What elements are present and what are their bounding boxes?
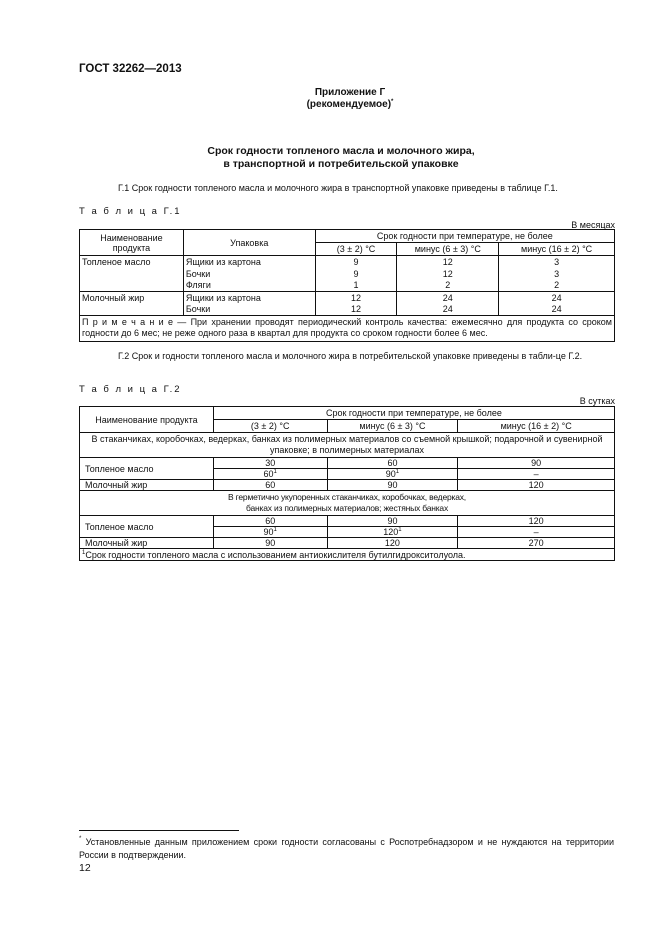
table-g1 xyxy=(79,229,615,342)
page-footnote: * Установленные данным приложением сроки годности согласованы с Роспотребнадзором и не нуждаются на территории России в подтверждении. xyxy=(79,836,614,860)
table2-cell: 60 xyxy=(263,469,274,479)
table1-row-pack: Фляги xyxy=(183,280,315,292)
table1-row-pack: Ящики из картона xyxy=(183,292,315,304)
page-number: 12 xyxy=(79,862,91,874)
table2-cell: 90 xyxy=(213,538,327,549)
table2-unit: В сутках xyxy=(579,396,615,406)
table2-cell: – xyxy=(458,469,615,480)
table1-cell: 12 xyxy=(397,256,499,268)
table2-header-term: Срок годности при температуре, не более xyxy=(213,407,614,420)
table1-cell: 3 xyxy=(499,256,615,268)
table2-header-t1: (3 ± 2) °С xyxy=(213,420,327,433)
table1-cell: 24 xyxy=(499,292,615,304)
table2-row-name: Молочный жир xyxy=(80,480,214,491)
page-footnote-mark: * xyxy=(79,836,82,842)
table2-cell: 90 xyxy=(327,516,458,527)
footnote-mark: 1 xyxy=(273,469,277,475)
appendix-subtitle: (рекомендуемое)* xyxy=(306,99,394,110)
table1-header-t3: минус (16 ± 2) °С xyxy=(499,243,615,256)
table2-group1-title: В стаканчиках, коробочках, ведерках, банках из полимерных материалов со съемной крышкой; подарочной и сувенирной упаковке; в полимерных материалах xyxy=(80,433,615,458)
table2-cell: 120 xyxy=(383,527,399,537)
table1-cell: 12 xyxy=(315,304,397,316)
table2-cell: 60 xyxy=(213,480,327,491)
table1-row-pack: Бочки xyxy=(183,268,315,280)
table2-cell: 30 xyxy=(213,458,327,469)
appendix-title: Приложение Г xyxy=(314,87,386,98)
table1-row-pack: Бочки xyxy=(183,304,315,316)
footnote-mark: 1 xyxy=(395,469,400,475)
table1-row-name: Топленое масло xyxy=(80,256,184,268)
table1-header-term: Срок годности при температуре, не более xyxy=(315,230,614,243)
table1-row-pack: Ящики из картона xyxy=(183,256,315,268)
document-code: ГОСТ 32262—2013 xyxy=(79,63,182,75)
table2-row-name: Топленое масло xyxy=(80,516,214,538)
table2-cell: – xyxy=(458,527,615,538)
table2-cell: 90 xyxy=(327,480,458,491)
footnote-divider xyxy=(79,830,239,831)
paragraph-g1: Г.1 Срок годности топленого масла и молочного жира в транспортной упаковке приведены в таблице Г.1. xyxy=(118,183,558,193)
table2-row-name: Молочный жир xyxy=(80,538,214,549)
table2-header-t2: минус (6 ± 3) °С xyxy=(327,420,458,433)
table1-row-name: Молочный жир xyxy=(80,292,184,304)
footnote-mark: 1 xyxy=(398,527,402,533)
table2-cell: 120 xyxy=(327,538,458,549)
table1-cell: 2 xyxy=(397,280,499,292)
table1-cell: 24 xyxy=(397,292,499,304)
table1-cell: 12 xyxy=(315,292,397,304)
table1-cell: 3 xyxy=(499,268,615,280)
table1-cell: 2 xyxy=(499,280,615,292)
table2-cell: 90 xyxy=(385,469,396,479)
table2-caption: Т а б л и ц а Г.2 xyxy=(79,384,182,395)
table1-unit: В месяцах xyxy=(571,220,615,230)
section-title: Срок годности топленого масла и молочного жира, в транспортной и потребительской упаковке xyxy=(207,145,475,170)
table2-cell: 90 xyxy=(458,458,615,469)
footnote-mark: 1 xyxy=(273,527,277,533)
table1-cell: 9 xyxy=(315,256,397,268)
appendix-footnote-mark: * xyxy=(391,99,394,105)
table2-cell: 90 xyxy=(263,527,274,537)
paragraph-g2: Г.2 Срок и годности топленого масла и молочного жира в потребительской упаковке приведены в табли-це Г.2. xyxy=(118,351,583,361)
table2-header-name: Наименование продукта xyxy=(80,407,214,433)
table2-footnote: $^1$Срок годности топленого масла с использованием антиокислителя бутилгидрокситолуола. xyxy=(80,549,615,561)
table1-header-t1: (3 ± 2) °С xyxy=(315,243,397,256)
table1-header-t2: минус (6 ± 3) °С xyxy=(397,243,499,256)
table2-cell: 120 xyxy=(458,516,615,527)
table1-caption: Т а б л и ц а Г.1 xyxy=(79,206,182,217)
table2-cell: 60 xyxy=(213,516,327,527)
table1-cell: 12 xyxy=(397,268,499,280)
table2-row-name: Топленое масло xyxy=(80,458,214,480)
table2-cell: 270 xyxy=(458,538,615,549)
table1-note: П р и м е ч а н и е — При хранении проводят периодический контроль качества: ежемесячно для продукта со сроком годности до 6 мес; не реже одного раза в квартал для продукта со сроком годности более 6 мес. xyxy=(80,316,615,342)
table1-cell: 24 xyxy=(499,304,615,316)
table2-cell: 60 xyxy=(327,458,458,469)
table-g2 xyxy=(79,406,615,561)
table1-header-name: Наименование продукта xyxy=(80,230,184,256)
table1-cell: 9 xyxy=(315,268,397,280)
table1-cell: 1 xyxy=(315,280,397,292)
table2-header-t3: минус (16 ± 2) °С xyxy=(458,420,615,433)
table1-cell: 24 xyxy=(397,304,499,316)
table2-group2-title: В герметично укупоренных стаканчиках, коробочках, ведерках, банках из полимерных материалов; жестяных банках xyxy=(80,491,615,516)
table1-header-pack: Упаковка xyxy=(183,230,315,256)
table2-cell: 120 xyxy=(458,480,615,491)
